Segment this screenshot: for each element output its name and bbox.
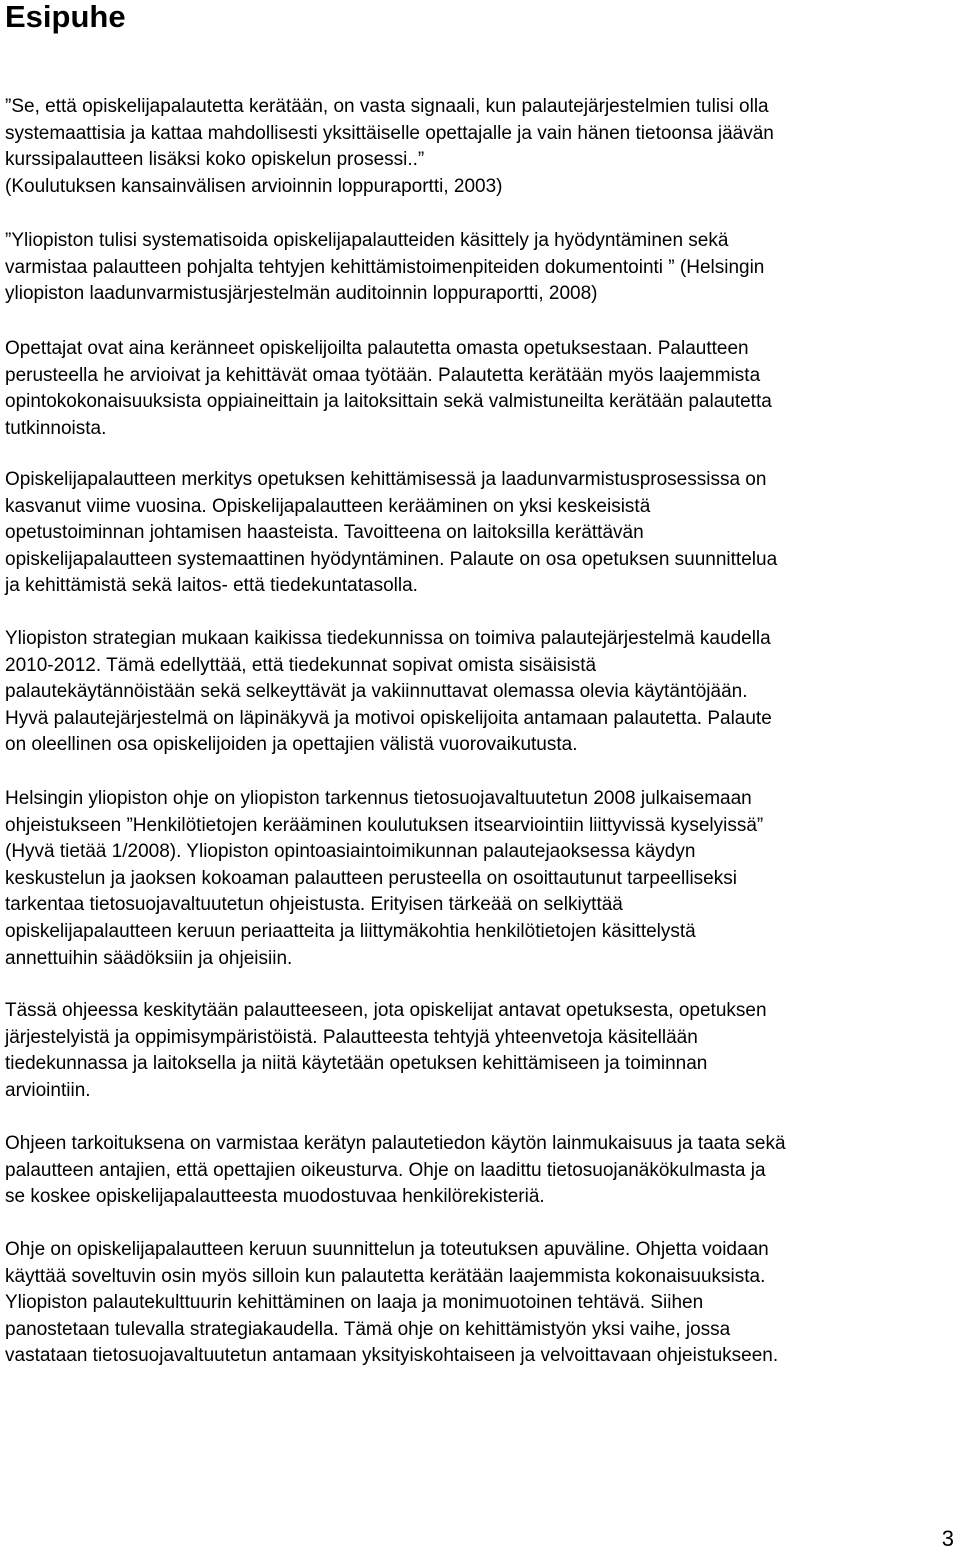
paragraph-quote-2 [5, 228, 960, 308]
text-line: panostetaan tulevalla strategiakaudella. Tämä ohje on kehittämistyön yksi vaihe, jossa [5, 1318, 731, 1340]
text-line: Hyvä palautejärjestelmä on läpinäkyvä ja motivoi opiskelijoita antamaan palautetta. Palaute [5, 707, 772, 729]
text-line: vastataan tietosuojavaltuutetun antamaan yksityiskohtaiseen ja velvoittavaan ohjeistukseen. [5, 1345, 779, 1367]
text-line: tutkinnoista. [5, 417, 107, 439]
text-line: järjestelyistä ja oppimisympäristöistä. Palautteesta tehtyjä yhteenvetoja käsitellään [5, 1026, 698, 1048]
text-line: ”Yliopiston tulisi systematisoida opiskelijapalautteiden käsittely ja hyödyntäminen sekä [5, 230, 729, 251]
paragraph-5 [5, 626, 960, 759]
text-line: keskustelun ja jaoksen kokoaman palautteen perusteella on osoittautunut tarpeelliseksi [5, 867, 737, 889]
text-line: yliopiston laadunvarmistusjärjestelmän auditoinnin loppuraportti, 2008) [5, 283, 598, 305]
text-line: tarkentaa tietosuojavaltuutetun ohjeistusta. Erityisen tärkeää on selkiyttää [5, 894, 623, 916]
text-line: ohjeistukseen ”Henkilötietojen kerääminen koulutuksen itsearviointiin liittyvissä kyselyissä” [5, 814, 764, 836]
paragraph-8 [5, 1131, 960, 1211]
text-line: kasvanut viime vuosina. Opiskelijapalautteen kerääminen on yksi keskeisistä [5, 495, 651, 517]
text-line: Helsingin yliopiston ohje on yliopiston tarkennus tietosuojavaltuutetun 2008 julkaisemaan [5, 788, 752, 809]
text-line: Opettajat ovat aina keränneet opiskelijoilta palautetta omasta opetuksestaan. Palautteen [5, 338, 749, 359]
paragraph-6 [5, 786, 960, 972]
text-line: (Koulutuksen kansainvälisen arvioinnin loppuraportti, 2003) [5, 175, 503, 197]
page-number: 3 [941, 1526, 954, 1551]
paragraph-7 [5, 998, 960, 1104]
text-line: opintokokonaisuuksista oppiaineittain ja laitoksittain sekä valmistuneilta kerätään palautetta [5, 391, 772, 413]
text-line: Ohje on opiskelijapalautteen keruun suunnittelun ja toteutuksen apuväline. Ohjetta voidaan [5, 1239, 769, 1260]
text-line: opetustoiminnan johtamisen haasteista. Tavoitteena on laitoksilla kerättävän [5, 522, 644, 544]
text-line: Opiskelijapalautteen merkitys opetuksen kehittämisessä ja laadunvarmistusprosessissa on [5, 469, 767, 490]
text-line: 2010-2012. Tämä edellyttää, että tiedekunnat sopivat omista sisäisistä [5, 654, 597, 676]
paragraph-3 [5, 336, 960, 442]
text-line: Tässä ohjeessa keskitytään palautteeseen, jota opiskelijat antavat opetuksesta, opetuksen [5, 1000, 767, 1021]
text-line: (Hyvä tietää 1/2008). Yliopiston opintoasiaintoimikunnan palautejaoksessa käydyn [5, 841, 696, 863]
page-title: Esipuhe [5, 0, 126, 34]
text-line: varmistaa palautteen pohjalta tehtyjen kehittämistoimenpiteiden dokumentointi ” (Helsingin [5, 256, 765, 278]
text-line: palautekäytännöistään sekä selkeyttävät ja vakiinnuttavat olemassa olevia käytäntöjään. [5, 681, 748, 703]
text-line: annettuihin säädöksiin ja ohjeisiin. [5, 947, 293, 969]
text-line: Yliopiston strategian mukaan kaikissa tiedekunnissa on toimiva palautejärjestelmä kaudella [5, 628, 771, 649]
text-line: opiskelijapalautteen keruun periaatteita ja liittymäkohtia henkilötietojen käsittelystä [5, 920, 696, 942]
text-line: Ohjeen tarkoituksena on varmistaa kerätyn palautetiedon käytön lainmukaisuus ja taata sekä [5, 1133, 786, 1154]
text-line: ”Se, että opiskelijapalautetta kerätään, on vasta signaali, kun palautejärjestelmien tulisi olla [5, 96, 769, 117]
text-line: kurssipalautteen lisäksi koko opiskelun prosessi..” [5, 149, 425, 171]
text-line: tiedekunnassa ja laitoksella ja niitä käytetään opetuksen kehittämiseen ja toiminnan [5, 1053, 708, 1075]
text-line: ja kehittämistä sekä laitos- että tiedekuntatasolla. [5, 575, 418, 597]
text-line: se koskee opiskelijapalautteesta muodostuvaa henkilörekisteriä. [5, 1186, 545, 1208]
text-line: Yliopiston palautekulttuurin kehittäminen on laaja ja monimuotoinen tehtävä. Siihen [5, 1292, 704, 1314]
text-line: palautteen antajien, että opettajien oikeusturva. Ohje on laadittu tietosuojanäkökulmasta ja [5, 1159, 766, 1181]
text-line: systemaattisia ja kattaa mahdollisesti yksittäiselle opettajalle ja vain hänen tietoonsa jäävän [5, 122, 774, 144]
paragraph-quote-1 [5, 94, 960, 200]
text-line: opiskelijapalautteen systemaattinen hyödyntäminen. Palaute on osa opetuksen suunnittelua [5, 548, 778, 570]
text-line: on oleellinen osa opiskelijoiden ja opettajien välistä vuorovaikutusta. [5, 734, 578, 756]
text-line: käyttää soveltuvin osin myös silloin kun palautetta kerätään laajemmista kokonaisuuksista. [5, 1265, 766, 1287]
text-line: arviointiin. [5, 1079, 91, 1101]
paragraph-4 [5, 467, 960, 600]
paragraph-9 [5, 1237, 960, 1370]
text-line: perusteella he arvioivat ja kehittävät omaa työtään. Palautetta kerätään myös laajemmista [5, 364, 761, 386]
